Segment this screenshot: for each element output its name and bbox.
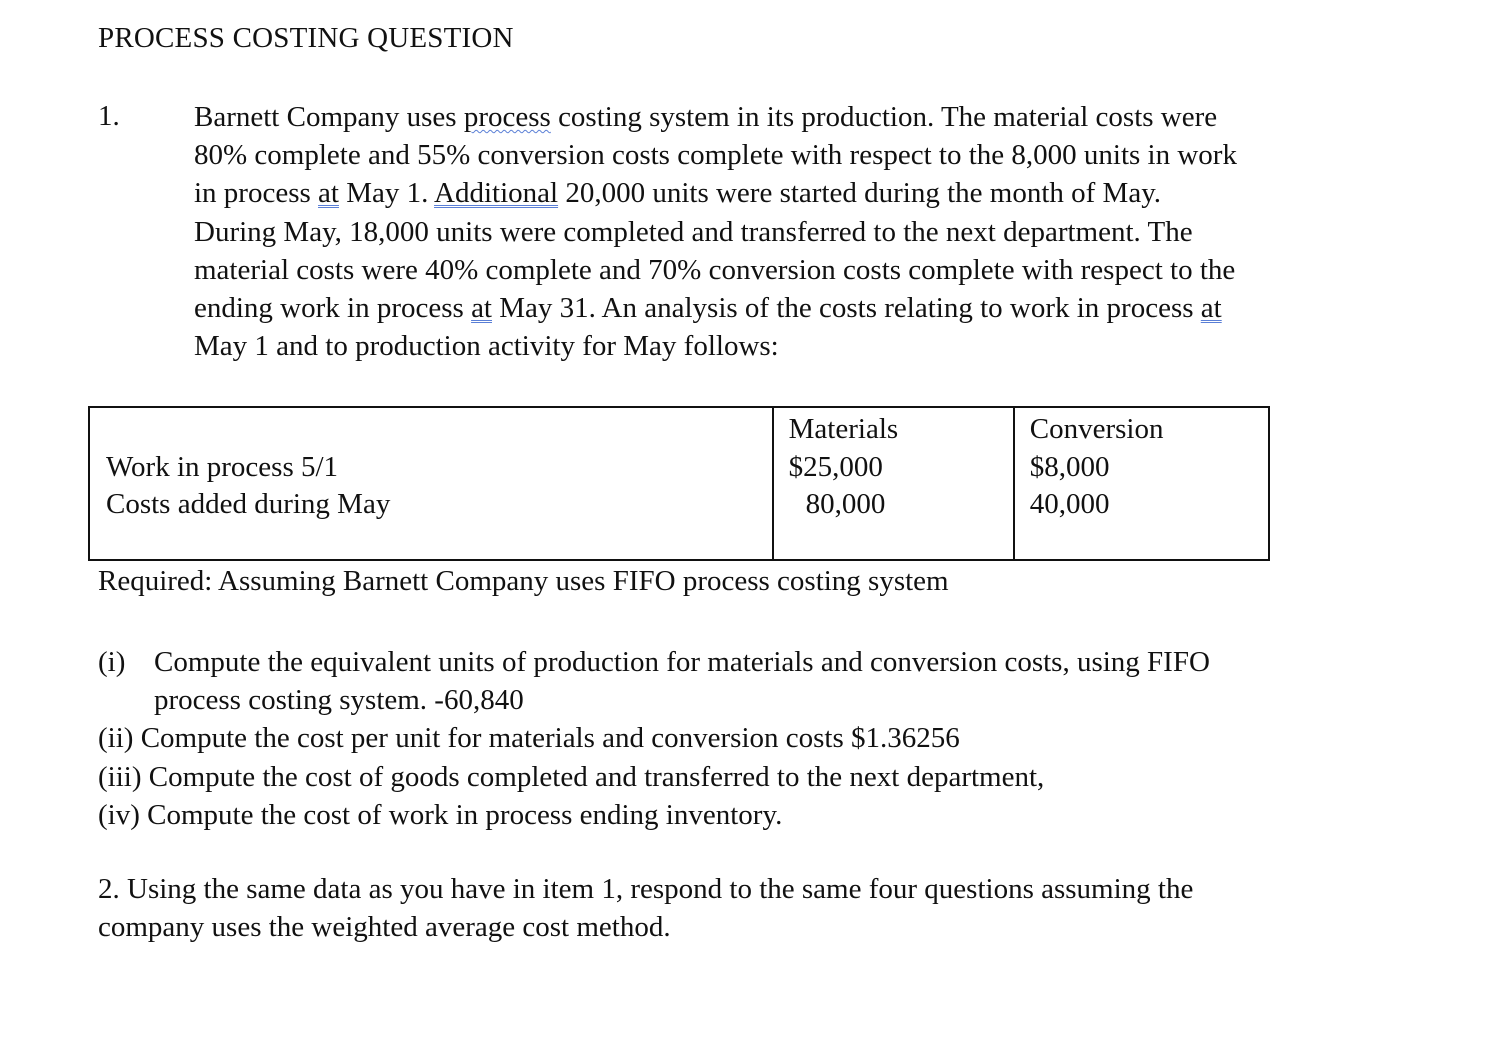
- question-1-paragraph: [194, 98, 1364, 365]
- list-item: [98, 758, 1358, 796]
- question-2-paragraph: [98, 870, 1338, 946]
- paragraph-line: 2. Using the same data as you have in item 1, respond to the same four questions assuming the: [98, 873, 1194, 905]
- conversion-wip-value: $8,000: [1029, 450, 1110, 483]
- required-statement: Required: Assuming Barnett Company uses FIFO process costing system: [98, 565, 949, 597]
- paragraph-line: company uses the weighted average cost method.: [98, 911, 671, 944]
- row-label-wip: Work in process 5/1: [106, 450, 339, 483]
- spellcheck-underlined-word: process: [463, 101, 551, 133]
- part-text: Compute the equivalent units of production for materials and conversion costs, using FIFO: [154, 646, 1210, 678]
- list-item: [98, 719, 1358, 757]
- question-1-number: 1.: [98, 100, 120, 132]
- label-cell: [89, 407, 773, 560]
- grammar-underlined-word: at: [1200, 292, 1222, 325]
- page-title: PROCESS COSTING QUESTION: [98, 22, 514, 54]
- part-text: Compute the cost of work in process ending inventory.: [147, 798, 783, 831]
- list-item: [98, 796, 1358, 834]
- conversion-header: Conversion: [1029, 413, 1164, 445]
- paragraph-line: May 1 and to production activity for May follows:: [194, 330, 779, 363]
- table-row: [89, 407, 1269, 560]
- part-text: Compute the cost of goods completed and transferred to the next department,: [148, 760, 1045, 793]
- row-label-costs-added: Costs added during May: [106, 488, 391, 520]
- paragraph-line: 80% complete and 55% conversion costs complete with respect to the 8,000 units in work: [194, 139, 1237, 172]
- required-parts-list: [98, 643, 1358, 834]
- part-text: Compute the cost per unit for materials and conversion costs $1.36256: [140, 722, 960, 755]
- paragraph-line: material costs were 40% complete and 70% conversion costs complete with respect to the: [194, 253, 1236, 286]
- grammar-underlined-word: at: [471, 292, 492, 325]
- part-label: (iii): [98, 760, 142, 793]
- conversion-added-value: 40,000: [1029, 488, 1110, 520]
- materials-wip-value: $25,000: [788, 450, 883, 483]
- part-label: (ii): [98, 722, 134, 755]
- paragraph-line: During May, 18,000 units were completed and transferred to the next department. The: [194, 215, 1193, 248]
- grammar-underlined-word: Additional: [434, 177, 559, 210]
- part-label: (i): [98, 646, 126, 678]
- part-label: (iv): [98, 798, 140, 831]
- paragraph-line: in process at May 1. Additional 20,000 units were started during the month of May.: [194, 177, 1162, 210]
- paragraph-line: ending work in process at May 31. An analysis of the costs relating to work in process at: [194, 292, 1222, 325]
- paragraph-line: Barnett Company uses process costing system in its production. The material costs were: [194, 101, 1218, 133]
- materials-added-value: 80,000: [805, 488, 886, 520]
- list-item: [98, 643, 1358, 719]
- conversion-cell: [1014, 407, 1269, 560]
- materials-header: Materials: [788, 413, 899, 445]
- cost-table: [88, 406, 1270, 561]
- part-text-continued: process costing system. -60,840: [154, 684, 524, 717]
- grammar-underlined-word: at: [318, 177, 339, 210]
- materials-cell: [773, 407, 1014, 560]
